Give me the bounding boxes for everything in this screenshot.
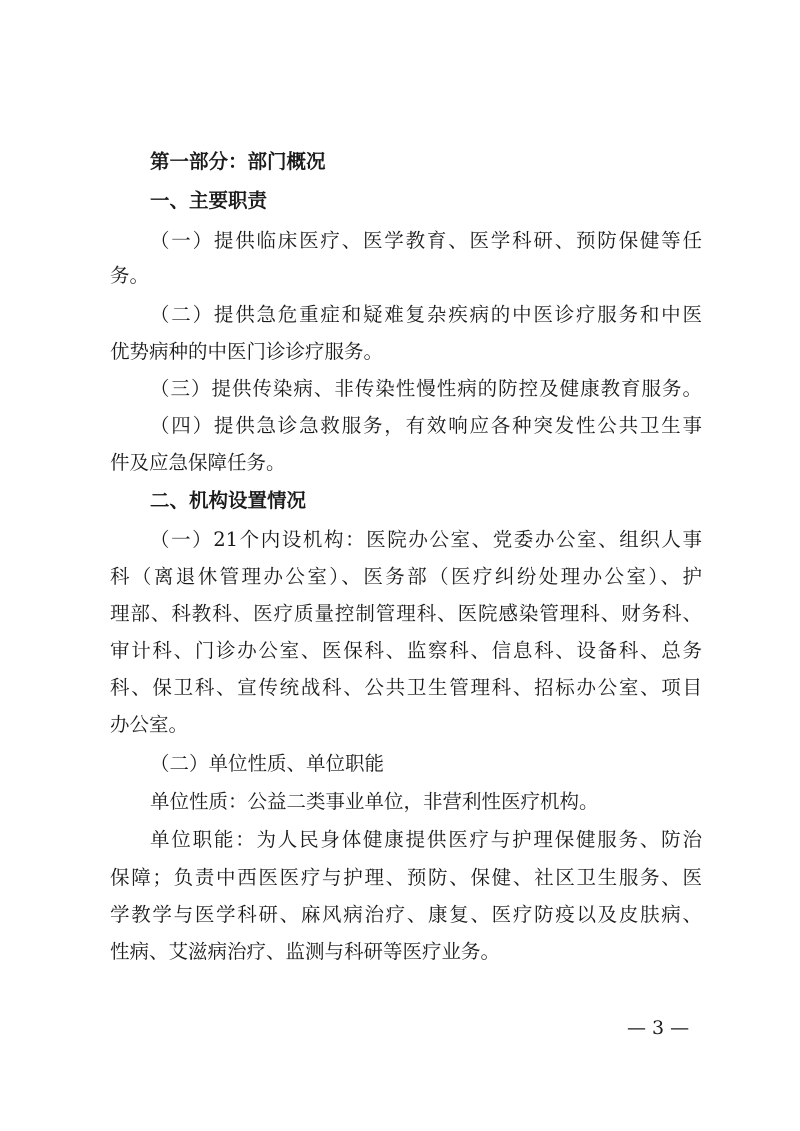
duty-item-3-line-1: （三）提供传染病、非传染性慢性病的防控及健康教育服务。 [150, 377, 702, 400]
unit-function-line-1: 单位职能：为人民身体健康提供医疗与护理保健服务、防治 [150, 828, 702, 851]
section-heading-organization: 二、机构设置情况 [150, 489, 307, 512]
duty-item-2-line-1: （二）提供急危重症和疑难复杂疾病的中医诊疗服务和中医 [150, 303, 702, 326]
part-title: 第一部分：部门概况 [150, 150, 326, 173]
unit-nature: 单位性质：公益二类事业单位，非营利性医疗机构。 [150, 790, 599, 813]
unit-function-line-2: 保障；负责中西医医疗与护理、预防、保健、社区卫生服务、医 [110, 866, 702, 889]
org-item-2-title: （二）单位性质、单位职能 [150, 752, 385, 775]
org-item-1-line-6: 办公室。 [110, 713, 189, 736]
org-item-1-line-2: 科（离退休管理办公室）、医务部（医疗纠纷处理办公室）、护 [110, 565, 702, 588]
unit-function-line-4: 性病、艾滋病治疗、监测与科研等医疗业务。 [110, 940, 501, 963]
org-item-1-line-5: 科、保卫科、宣传统战科、公共卫生管理科、招标办公室、项目 [110, 676, 702, 699]
duty-item-1-line-1: （一）提供临床医疗、医学教育、医学科研、预防保健等任 [150, 229, 702, 252]
org-item-1-line-1: （一）21个内设机构：医院办公室、党委办公室、组织人事 [150, 528, 702, 551]
page-number: — 3 — [627, 1017, 690, 1039]
unit-function-line-3: 学教学与医学科研、麻风病治疗、康复、医疗防疫以及皮肤病、 [110, 903, 702, 926]
org-item-1-line-3: 理部、科教科、医疗质量控制管理科、医院感染管理科、财务科、 [110, 602, 702, 625]
duty-item-2-line-2: 优势病种的中医门诊诊疗服务。 [110, 340, 384, 363]
duty-item-1-line-2: 务。 [110, 264, 150, 287]
section-heading-main-duties: 一、主要职责 [150, 189, 268, 212]
duty-item-4-line-1: （四）提供急诊急救服务，有效响应各种突发性公共卫生事 [150, 414, 702, 437]
org-item-1-line-4: 审计科、门诊办公室、医保科、监察科、信息科、设备科、总务 [110, 639, 702, 662]
duty-item-4-line-2: 件及应急保障任务。 [110, 451, 286, 474]
